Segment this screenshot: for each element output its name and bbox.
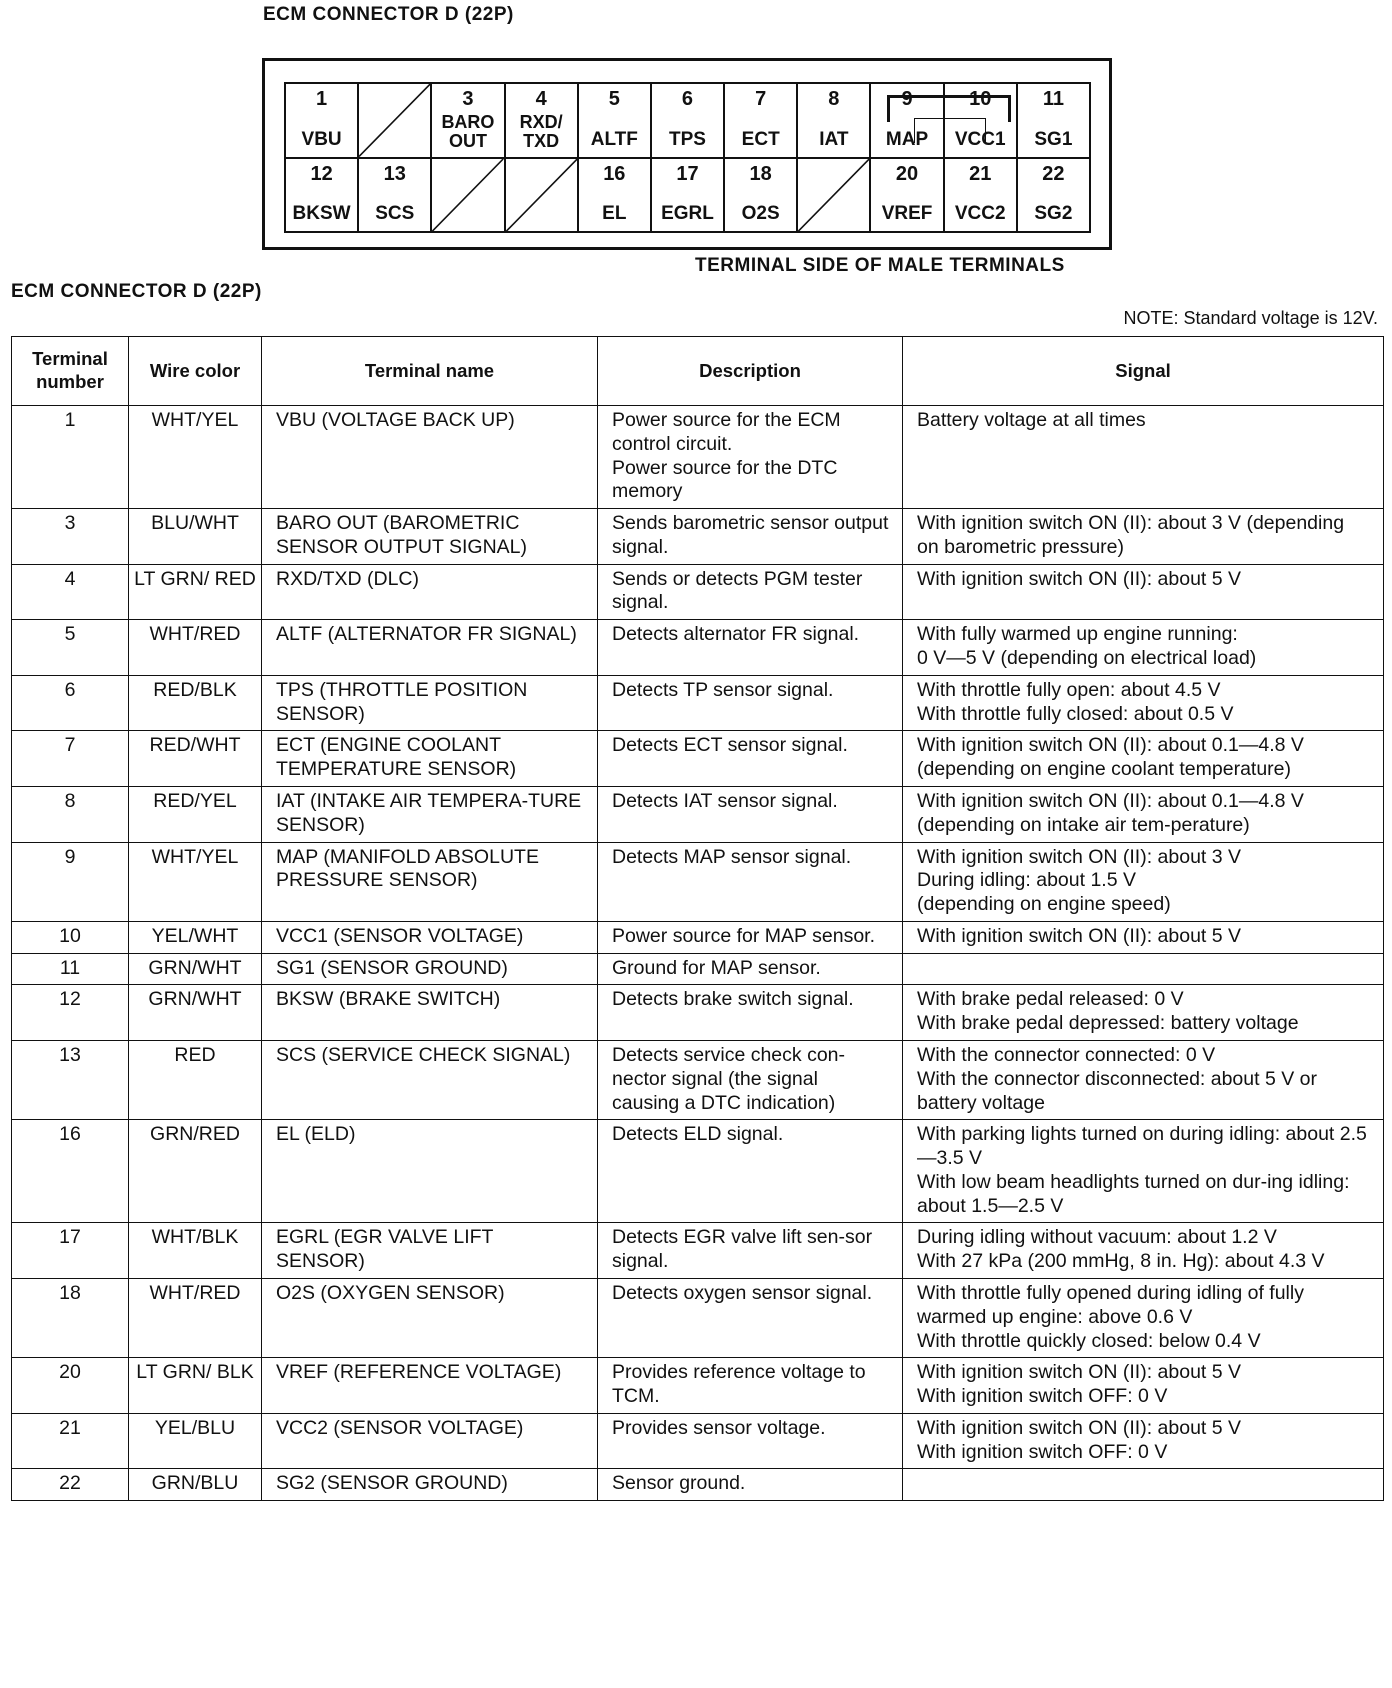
connector-terminal-grid xyxy=(284,82,1091,233)
text-line: Power source for the DTC memory xyxy=(612,456,838,503)
terminal-number: 20 xyxy=(895,162,919,185)
description-cell: Detects EGR valve lift sen-sor signal. xyxy=(598,1223,903,1279)
terminal-name-cell: VBU (VOLTAGE BACK UP) xyxy=(262,406,598,509)
standard-voltage-note: NOTE: Standard voltage is 12V. xyxy=(1123,308,1378,328)
description-cell: Detects MAP sensor signal. xyxy=(598,842,903,921)
terminal-name-cell: SG1 (SENSOR GROUND) xyxy=(262,953,598,985)
terminal-name-cell: BKSW (BRAKE SWITCH) xyxy=(262,985,598,1041)
slash-mark xyxy=(798,159,869,232)
text-line: With brake pedal released: 0 V xyxy=(917,988,1184,1011)
terminal-name-cell: EGRL (EGR VALVE LIFT SENSOR) xyxy=(262,1223,598,1279)
terminal-number-cell: 20 xyxy=(12,1358,129,1414)
terminal-name-cell: TPS (THROTTLE POSITION SENSOR) xyxy=(262,675,598,731)
terminal-label: EL xyxy=(602,203,627,225)
wire-color-cell: RED xyxy=(129,1040,262,1119)
table-row xyxy=(12,1279,1384,1358)
connector-cell xyxy=(870,158,943,233)
text-line: 0 V—5 V (depending on electrical load) xyxy=(917,647,1257,670)
terminal-label: TPS xyxy=(669,128,706,150)
signal-cell: With ignition switch ON (II): about 3 V (depending on barometric pressure) xyxy=(903,509,1384,565)
header-terminal-number: Terminal number xyxy=(12,337,129,406)
signal-cell: Battery voltage at all times xyxy=(903,406,1384,509)
text-line: With parking lights turned on during idling: about 2.5—3.5 V xyxy=(917,1123,1367,1170)
terminal-label: VBU xyxy=(301,128,342,150)
table-body xyxy=(12,406,1384,1501)
connector-cell xyxy=(724,83,797,158)
terminal-number: 22 xyxy=(1042,162,1065,185)
header-description: Description xyxy=(598,337,903,406)
wire-color-cell: WHT/YEL xyxy=(129,406,262,509)
description-cell: Detects TP sensor signal. xyxy=(598,675,903,731)
description-cell: Sends or detects PGM tester signal. xyxy=(598,564,903,620)
signal-cell: With ignition switch ON (II): about 5 V xyxy=(903,564,1384,620)
text-line: During idling: about 1.5 V xyxy=(917,869,1136,892)
connector-cell xyxy=(724,158,797,233)
description-cell: Sends barometric sensor output signal. xyxy=(598,509,903,565)
connector-cell xyxy=(1017,158,1090,233)
signal-cell xyxy=(903,842,1384,921)
terminal-label: ALTF xyxy=(590,128,638,150)
terminal-label: O2S xyxy=(741,203,780,225)
signal-cell xyxy=(903,985,1384,1041)
connector-cell xyxy=(870,83,943,158)
connector-cell xyxy=(797,83,870,158)
terminal-number-cell: 16 xyxy=(12,1120,129,1223)
view-caption: TERMINAL SIDE OF MALE TERMINALS xyxy=(695,255,1065,276)
signal-cell: With ignition switch ON (II): about 0.1—4.8 V (depending on engine coolant temperature) xyxy=(903,731,1384,787)
connector-cell-unused xyxy=(431,158,504,233)
terminal-number-cell: 9 xyxy=(12,842,129,921)
signal-cell xyxy=(903,620,1384,676)
terminal-table xyxy=(11,336,1384,1501)
description-cell: Ground for MAP sensor. xyxy=(598,953,903,985)
terminal-number: 18 xyxy=(749,162,772,185)
description-cell: Detects oxygen sensor signal. xyxy=(598,1279,903,1358)
table-title: ECM CONNECTOR D (22P) xyxy=(11,281,262,302)
wire-color-cell: LT GRN/ BLK xyxy=(129,1358,262,1414)
terminal-number: 9 xyxy=(901,88,913,110)
description-cell: Detects ECT sensor signal. xyxy=(598,731,903,787)
header-terminal-name: Terminal name xyxy=(262,337,598,406)
slash-mark xyxy=(359,84,430,157)
description-cell: Power source for MAP sensor. xyxy=(598,921,903,953)
terminal-number-cell: 8 xyxy=(12,786,129,842)
terminal-label: SCS xyxy=(375,203,415,225)
terminal-label: RXD/ TXD xyxy=(519,111,563,151)
signal-cell xyxy=(903,1469,1384,1501)
table-row xyxy=(12,953,1384,985)
text-line: With the connector disconnected: about 5 V or battery voltage xyxy=(917,1067,1317,1114)
terminal-label: EGRL xyxy=(661,203,714,225)
text-line: With throttle quickly closed: below 0.4 V xyxy=(917,1329,1261,1352)
wire-color-cell: YEL/BLU xyxy=(129,1413,262,1469)
text-line: With 27 kPa (200 mmHg, 8 in. Hg): about 4.3 V xyxy=(917,1250,1325,1273)
terminal-number-cell: 3 xyxy=(12,509,129,565)
wire-color-cell: YEL/WHT xyxy=(129,921,262,953)
terminal-name-cell: O2S (OXYGEN SENSOR) xyxy=(262,1279,598,1358)
terminal-number-cell: 21 xyxy=(12,1413,129,1469)
connector-cell xyxy=(944,83,1017,158)
terminal-number: 10 xyxy=(969,88,992,110)
connector-cell xyxy=(285,83,358,158)
signal-cell: With ignition switch ON (II): about 5 V xyxy=(903,921,1384,953)
terminal-number: 7 xyxy=(755,88,767,110)
terminal-label: BARO OUT xyxy=(441,111,495,151)
terminal-name-cell: RXD/TXD (DLC) xyxy=(262,564,598,620)
table-row xyxy=(12,509,1384,565)
connector-cell xyxy=(285,158,358,233)
terminal-number: 12 xyxy=(310,162,333,185)
description-cell: Provides sensor voltage. xyxy=(598,1413,903,1469)
table-row xyxy=(12,1413,1384,1469)
connector-cell xyxy=(505,83,578,158)
terminal-label: SG2 xyxy=(1034,203,1073,225)
wire-color-cell: GRN/BLU xyxy=(129,1469,262,1501)
table-row xyxy=(12,921,1384,953)
terminal-name-cell: VREF (REFERENCE VOLTAGE) xyxy=(262,1358,598,1414)
table-row xyxy=(12,842,1384,921)
text-line: With throttle fully opened during idling of fully warmed up engine: above 0.6 V xyxy=(917,1282,1304,1328)
connector-cell xyxy=(578,158,651,233)
text-line: With ignition switch ON (II): about 5 V xyxy=(917,1361,1242,1384)
terminal-number-cell: 18 xyxy=(12,1279,129,1358)
text-line: With fully warmed up engine running: xyxy=(917,623,1238,646)
text-line: During idling without vacuum: about 1.2 V xyxy=(917,1226,1277,1249)
terminal-number-cell: 6 xyxy=(12,675,129,731)
table-row xyxy=(12,1223,1384,1279)
terminal-name-cell: VCC1 (SENSOR VOLTAGE) xyxy=(262,921,598,953)
terminal-number-cell: 4 xyxy=(12,564,129,620)
terminal-name-cell: ECT (ENGINE COOLANT TEMPERATURE SENSOR) xyxy=(262,731,598,787)
description-cell: Detects ELD signal. xyxy=(598,1120,903,1223)
wire-color-cell: BLU/WHT xyxy=(129,509,262,565)
terminal-name-cell: BARO OUT (BAROMETRIC SENSOR OUTPUT SIGNAL) xyxy=(262,509,598,565)
text-line: With ignition switch ON (II): about 3 V xyxy=(917,845,1242,868)
terminal-number: 8 xyxy=(828,88,840,110)
connector-cell-unused xyxy=(505,158,578,233)
terminal-number-cell: 1 xyxy=(12,406,129,509)
terminal-number-cell: 12 xyxy=(12,985,129,1041)
connector-cell xyxy=(431,83,504,158)
terminal-number: 13 xyxy=(383,162,406,185)
text-line: With throttle fully open: about 4.5 V xyxy=(917,678,1221,701)
terminal-number-cell: 11 xyxy=(12,953,129,985)
terminal-number: 16 xyxy=(603,162,626,185)
wire-color-cell: RED/WHT xyxy=(129,731,262,787)
terminal-number-cell: 7 xyxy=(12,731,129,787)
text-line: With ignition switch OFF: 0 V xyxy=(917,1440,1168,1463)
description-cell: Detects service check con-nector signal (the signal causing a DTC indication) xyxy=(598,1040,903,1119)
table-row xyxy=(12,620,1384,676)
connector-diagram-title: ECM CONNECTOR D (22P) xyxy=(263,4,514,25)
table-row xyxy=(12,1040,1384,1119)
terminal-name-cell: IAT (INTAKE AIR TEMPERA-TURE SENSOR) xyxy=(262,786,598,842)
table-row xyxy=(12,1358,1384,1414)
header-signal: Signal xyxy=(903,337,1384,406)
table-row xyxy=(12,731,1384,787)
text-line: With low beam headlights turned on dur-ing idling: about 1.5—2.5 V xyxy=(917,1170,1350,1217)
wire-color-cell: RED/BLK xyxy=(129,675,262,731)
connector-cell-unused xyxy=(797,158,870,233)
terminal-name-cell: SG2 (SENSOR GROUND) xyxy=(262,1469,598,1501)
table-row xyxy=(12,675,1384,731)
signal-cell: With ignition switch ON (II): about 0.1—4.8 V (depending on intake air tem-perature) xyxy=(903,786,1384,842)
wire-color-cell: RED/YEL xyxy=(129,786,262,842)
terminal-number: 3 xyxy=(462,88,474,110)
table-row xyxy=(12,1469,1384,1501)
terminal-label: SG1 xyxy=(1034,128,1073,150)
wire-color-cell: WHT/RED xyxy=(129,620,262,676)
description-cell: Detects alternator FR signal. xyxy=(598,620,903,676)
terminal-label: VCC1 xyxy=(954,128,1006,150)
slash-mark xyxy=(506,159,577,232)
terminal-label: IAT xyxy=(819,128,849,150)
signal-cell xyxy=(903,1040,1384,1119)
signal-cell xyxy=(903,1120,1384,1223)
terminal-number-cell: 13 xyxy=(12,1040,129,1119)
description-cell: Detects brake switch signal. xyxy=(598,985,903,1041)
connector-cell xyxy=(578,83,651,158)
signal-cell xyxy=(903,675,1384,731)
table-row xyxy=(12,786,1384,842)
text-line: Power source for the ECM control circuit. xyxy=(612,409,841,455)
wire-color-cell: WHT/BLK xyxy=(129,1223,262,1279)
text-line: With throttle fully closed: about 0.5 V xyxy=(917,702,1234,725)
table-row xyxy=(12,1120,1384,1223)
wire-color-cell: WHT/YEL xyxy=(129,842,262,921)
description-cell: Detects IAT sensor signal. xyxy=(598,786,903,842)
signal-cell xyxy=(903,1358,1384,1414)
table-row xyxy=(12,406,1384,509)
slash-mark xyxy=(432,159,503,232)
connector-cell xyxy=(358,158,431,233)
wire-color-cell: GRN/WHT xyxy=(129,985,262,1041)
wire-color-cell: WHT/RED xyxy=(129,1279,262,1358)
terminal-number: 11 xyxy=(1042,88,1064,110)
table-row xyxy=(12,564,1384,620)
terminal-number: 5 xyxy=(608,88,620,110)
signal-cell xyxy=(903,1223,1384,1279)
terminal-label: BKSW xyxy=(292,203,351,225)
text-line: With the connector connected: 0 V xyxy=(917,1043,1216,1066)
signal-cell xyxy=(903,1413,1384,1469)
description-cell xyxy=(598,406,903,509)
terminal-number-cell: 22 xyxy=(12,1469,129,1501)
terminal-name-cell: ALTF (ALTERNATOR FR SIGNAL) xyxy=(262,620,598,676)
description-cell: Sensor ground. xyxy=(598,1469,903,1501)
terminal-number-cell: 5 xyxy=(12,620,129,676)
terminal-number: 1 xyxy=(316,88,328,110)
terminal-label: ECT xyxy=(741,128,780,150)
wire-color-cell: GRN/WHT xyxy=(129,953,262,985)
text-line: With ignition switch OFF: 0 V xyxy=(917,1385,1168,1408)
terminal-label: VCC2 xyxy=(954,203,1006,225)
table-row xyxy=(12,985,1384,1041)
terminal-name-cell: VCC2 (SENSOR VOLTAGE) xyxy=(262,1413,598,1469)
terminal-number-cell: 17 xyxy=(12,1223,129,1279)
terminal-number: 4 xyxy=(535,88,547,110)
connector-cell xyxy=(651,158,724,233)
signal-cell xyxy=(903,953,1384,985)
text-line: With brake pedal depressed: battery voltage xyxy=(917,1012,1299,1035)
connector-cell xyxy=(651,83,724,158)
wire-color-cell: GRN/RED xyxy=(129,1120,262,1223)
terminal-number: 17 xyxy=(676,162,699,185)
terminal-number: 6 xyxy=(681,88,694,110)
table-header-row xyxy=(12,337,1384,406)
header-wire-color: Wire color xyxy=(129,337,262,406)
terminal-label: MAP xyxy=(885,128,929,150)
wire-color-cell: LT GRN/ RED xyxy=(129,564,262,620)
signal-cell xyxy=(903,1279,1384,1358)
connector-cell-unused xyxy=(358,83,431,158)
terminal-number-cell: 10 xyxy=(12,921,129,953)
connector-diagram xyxy=(262,58,1112,250)
terminal-label: VREF xyxy=(881,203,933,225)
terminal-name-cell: MAP (MANIFOLD ABSOLUTE PRESSURE SENSOR) xyxy=(262,842,598,921)
text-line: (depending on engine speed) xyxy=(917,893,1171,916)
connector-cell xyxy=(1017,83,1090,158)
terminal-name-cell: EL (ELD) xyxy=(262,1120,598,1223)
terminal-number: 21 xyxy=(969,162,992,185)
text-line: With ignition switch ON (II): about 5 V xyxy=(917,1416,1242,1439)
terminal-name-cell: SCS (SERVICE CHECK SIGNAL) xyxy=(262,1040,598,1119)
connector-cell xyxy=(944,158,1017,233)
description-cell: Provides reference voltage to TCM. xyxy=(598,1358,903,1414)
